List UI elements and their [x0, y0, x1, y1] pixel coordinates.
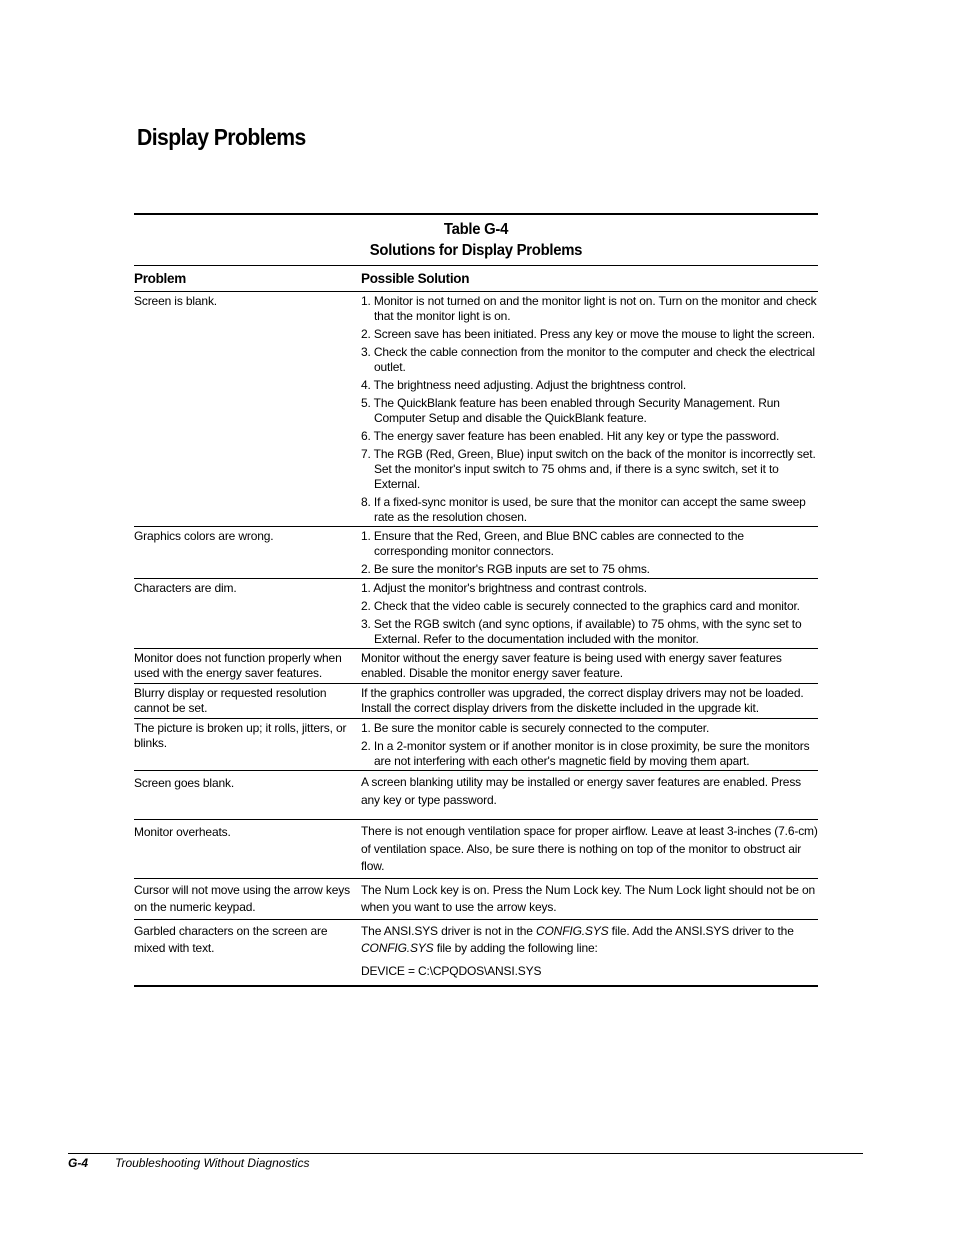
- table-row: [134, 649, 818, 684]
- table-row: [134, 684, 818, 719]
- solution-cell: [361, 292, 818, 526]
- solution-step: 4. The brightness need adjusting. Adjust the brightness control.: [361, 378, 687, 392]
- solution-text: Monitor without the energy saver feature is being used with energy saver features enabled. Disable the monitor energy saver feature.: [361, 651, 782, 680]
- solution-step: 3. Check the cable connection from the monitor to the computer and check the electrical outlet.: [361, 345, 815, 374]
- table-row: [134, 292, 818, 527]
- solution-step: 1. Be sure the monitor cable is securely connected to the computer.: [361, 721, 710, 735]
- solution-text-part: file. Add the ANSI.SYS driver to the: [608, 923, 794, 938]
- solution-cell: [361, 771, 818, 811]
- page-number: G-4: [68, 1156, 89, 1170]
- solution-text-part: The ANSI.SYS driver is not in the: [361, 923, 536, 938]
- filename: CONFIG.SYS: [361, 941, 434, 955]
- solution-text: [361, 923, 818, 958]
- solution-cell: [361, 820, 818, 878]
- problem-cell: Blurry display or requested resolution cannot be set.: [134, 686, 327, 715]
- command-line: DEVICE = C:\CPQDOS\ANSI.SYS: [361, 963, 542, 978]
- solution-step: 5. The QuickBlank feature has been enabled through Security Management. Run Computer Setup and disable the QuickBlank feature.: [361, 396, 780, 425]
- solution-step: 3. Set the RGB switch (and sync options, if available) to 75 ohms, with the sync set to External. Refer to the documentation included with the monitor.: [361, 617, 802, 646]
- table-row: [134, 719, 818, 771]
- solution-step: 1. Monitor is not turned on and the monitor light is not on. Turn on the monitor and check that the monitor light is on.: [361, 294, 817, 323]
- solution-cell: [361, 879, 818, 919]
- solution-step: 2. Screen save has been initiated. Press any key or move the mouse to light the screen.: [361, 327, 815, 341]
- table-row: [134, 820, 818, 879]
- solution-step: 1. Adjust the monitor's brightness and contrast controls.: [361, 581, 647, 595]
- solution-cell: [361, 579, 818, 648]
- solution-text: The Num Lock key is on. Press the Num Lock key. The Num Lock light should not be on when you want to use the arrow keys.: [361, 882, 815, 914]
- problem-cell: Monitor does not function properly when used with the energy saver features.: [134, 651, 342, 680]
- problem-cell: Screen goes blank.: [134, 776, 235, 790]
- column-header-problem: Problem: [134, 271, 186, 286]
- solution-cell: [361, 527, 818, 578]
- page-title: Display Problems: [137, 124, 306, 150]
- solution-cell: [361, 684, 818, 718]
- solution-text: A screen blanking utility may be installed or energy saver features are enabled. Press any key or type password.: [361, 775, 802, 807]
- solution-text: There is not enough ventilation space for proper airflow. Leave at least 3-inches (7.6-cm) of ventilation space. Also, be sure there is nothing on top of the monitor to obstruct air flow.: [361, 824, 818, 873]
- column-header-solution: Possible Solution: [361, 271, 470, 286]
- filename: CONFIG.SYS: [535, 923, 609, 938]
- problem-cell: Characters are dim.: [134, 581, 237, 595]
- solution-step: 6. The energy saver feature has been enabled. Hit any key or type the password.: [361, 429, 780, 443]
- table-row: [134, 879, 818, 920]
- solution-step: 1. Ensure that the Red, Green, and Blue BNC cables are connected to the corresponding monitor connectors.: [361, 529, 744, 558]
- solutions-table: [134, 213, 818, 987]
- solution-cell: [361, 649, 818, 683]
- table-number: Table G-4: [443, 221, 509, 238]
- page-footer: [68, 1156, 309, 1170]
- problem-cell: The picture is broken up; it rolls, jitters, or blinks.: [134, 721, 347, 750]
- footer-rule: [68, 1153, 863, 1154]
- table-header-row: [134, 266, 818, 292]
- table-title: Solutions for Display Problems: [369, 242, 583, 259]
- section-title: Troubleshooting Without Diagnostics: [115, 1156, 310, 1170]
- problem-cell: Garbled characters on the screen are mixed with text.: [134, 923, 328, 955]
- solution-text: If the graphics controller was upgraded, the correct display drivers may not be loaded. Install the correct display drivers from the diskette included in the upgrade kit.: [361, 686, 804, 715]
- solution-step: 2. Be sure the monitor's RGB inputs are set to 75 ohms.: [361, 562, 650, 576]
- table-row: [134, 920, 818, 985]
- solution-step: 2. Check that the video cable is securely connected to the graphics card and monitor.: [361, 599, 800, 613]
- solution-text-part: file by adding the following line:: [433, 941, 598, 955]
- problem-cell: Cursor will not move using the arrow keys on the numeric keypad.: [134, 882, 350, 914]
- table-row: [134, 527, 818, 579]
- solution-step: 8. If a fixed-sync monitor is used, be sure that the monitor can accept the same sweep rate as the resolution chosen.: [361, 495, 806, 524]
- problem-cell: Graphics colors are wrong.: [134, 529, 274, 543]
- problem-cell: Screen is blank.: [134, 294, 217, 308]
- solution-cell: [361, 719, 818, 770]
- table-caption: [134, 215, 818, 266]
- problem-cell: Monitor overheats.: [134, 825, 231, 839]
- solution-step: 7. The RGB (Red, Green, Blue) input switch on the back of the monitor is incorrectly set. Set the monitor's input switch to 75 ohms and, if there is a sync switch, set it to External.: [361, 447, 816, 491]
- table-row: [134, 579, 818, 649]
- solution-step: 2. In a 2-monitor system or if another monitor is in close proximity, be sure the monitors are not interfering with each other's magnetic field by moving them apart.: [361, 739, 810, 768]
- solution-cell: [361, 920, 818, 981]
- table-row: [134, 771, 818, 820]
